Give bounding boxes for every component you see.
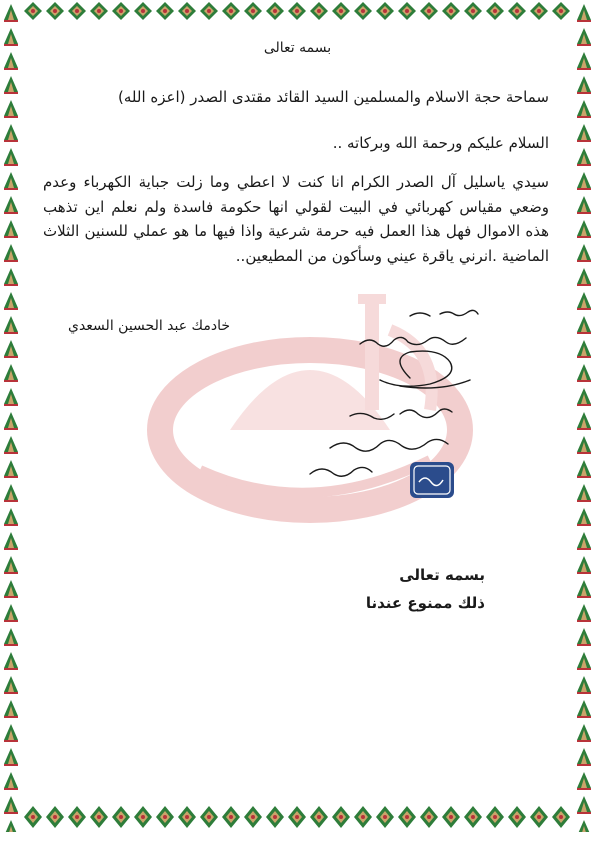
reply-heading: بسمه تعالى: [399, 566, 485, 584]
decorative-border-top: [0, 0, 595, 22]
letter-body: سيدي ياسليل آل الصدر الكرام انا كنت لا اعطي وما زلت جباية الكهرباء وعدم وضعي مقياس كهربائي في البيت لقولي انها حكومة فاسدة ولم نعلم اين تذهب هذه الاموال فهل هذا العمل فيه حرمة شرعية واذا فيها ما هو عملي للسنين الثلاث الماضية .انرني ياقرة عيني وسأكون من المطيعين..: [43, 173, 549, 265]
letter-heading: بسمه تعالى: [263, 40, 332, 56]
letter-addressee: سماحة حجة الاسلام والمسلمين السيد القائد مقتدى الصدر (اعزه الله): [118, 88, 549, 106]
letter-greeting: السلام عليكم ورحمة الله وبركاته ..: [332, 134, 549, 152]
handwritten-reply-signature: [290, 298, 500, 508]
decorative-border-right: [573, 0, 595, 832]
decorative-border-bottom: [0, 802, 595, 832]
letter-sender: خادمك عبد الحسين السعدي: [68, 318, 230, 334]
decorative-border-left: [0, 0, 22, 832]
reply-text: ذلك ممنوع عندنا: [365, 594, 485, 612]
